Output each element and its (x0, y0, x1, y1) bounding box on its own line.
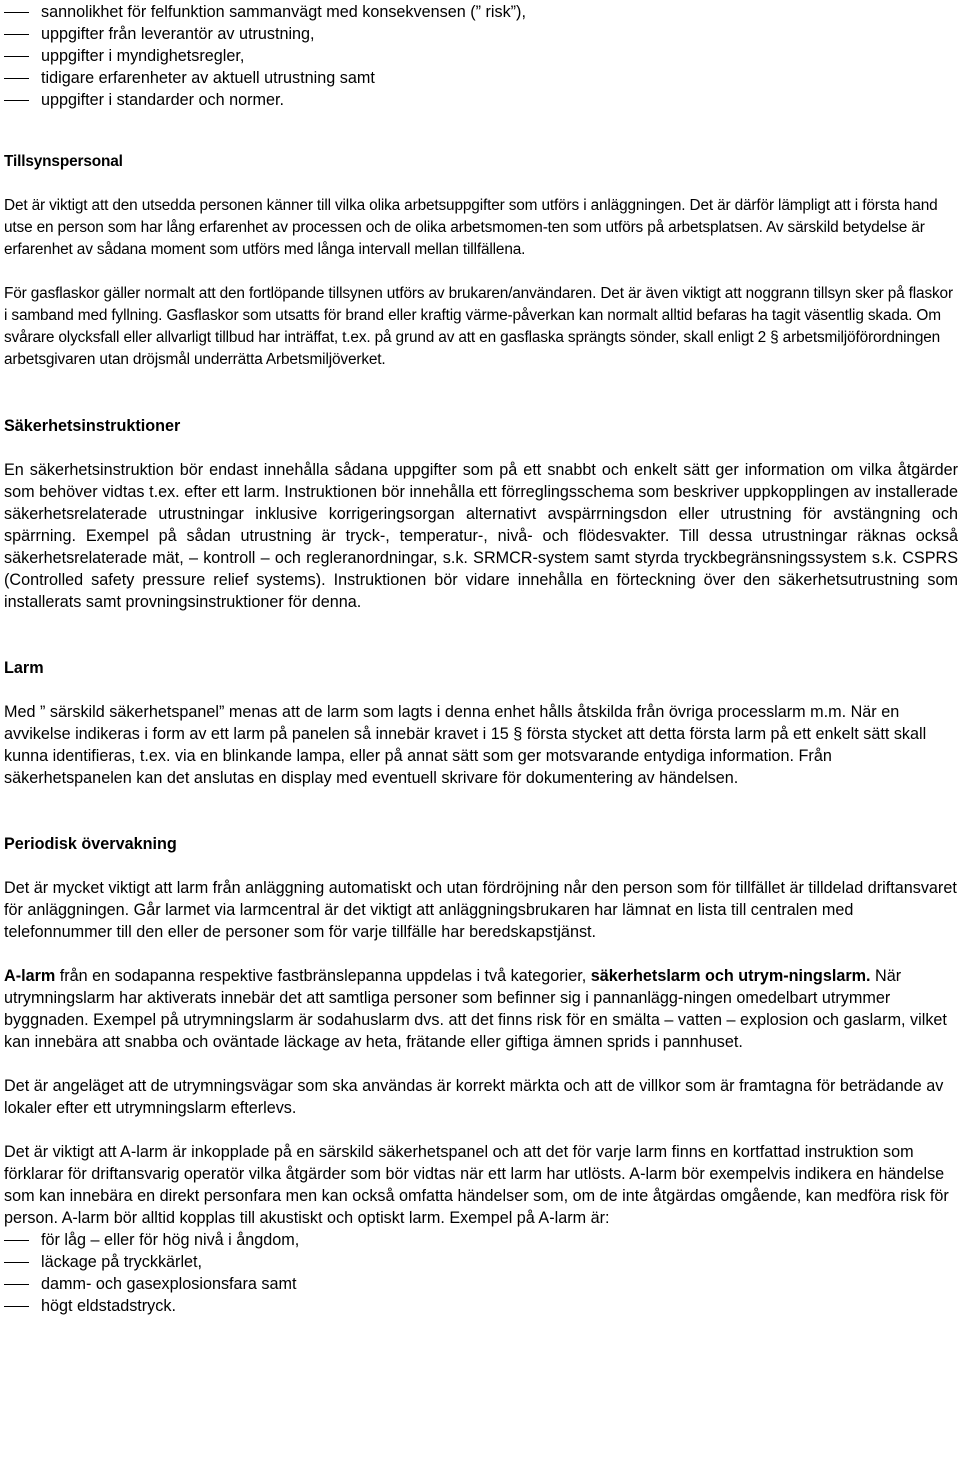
list-item: damm- och gasexplosionsfara samt (4, 1273, 958, 1295)
list-item: läckage på tryckkärlet, (4, 1251, 958, 1273)
periodisk-paragraph-1: Det är mycket viktigt att larm från anläggning automatiskt och utan fördröjning når den person som för tillfället är tilldelad driftansvaret för anläggningen. Går larmet via larmcentral är det viktigt att anläggningsbrukaren har lämnat en lista till centralen med telefonnummer till den eller de personer som för varje tillfälle har beredskapstjänst. (4, 879, 957, 941)
list-item: för låg – eller för hög nivå i ångdom, (4, 1229, 958, 1251)
section-heading-larm: Larm (4, 659, 44, 677)
section-heading-periodisk-overvakning: Periodisk övervakning (4, 835, 177, 853)
tillsyn-paragraph-2: För gasflaskor gäller normalt att den fortlöpande tillsynen utförs av brukaren/användaren. Det är även viktigt att noggrann tillsyn sker på flaskor i samband med fyllning. Gasflaskor som utsatts för brand eller kraftig värme-påverkan kan normalt alltid befaras ha tagit väsentlig skada. Om svårare olycksfall eller allvarligt tillbud har inträffat, t.ex. på grund av att en gasflaska sprängts sönder, skall enligt 2 § arbetsmiljöförordningen arbetsgivaren utan dröjsmål underrätta Arbetsmiljöverket. (4, 285, 953, 368)
larm-paragraph-1: Med ” särskild säkerhetspanel” menas att de larm som lagts i denna enhet hålls åtskilda från övriga processlarm m.m. När en avvikelse indikeras i form av ett larm på panelen så innebär kravet i 15 § första stycket att detta första larm på ett enkelt sätt skall kunna identifieras, t.ex. via en blinkande lampa, eller på annat sätt som ger motsvarande entydiga information. Från säkerhetspanelen kan det anslutas en display med eventuell skrivare för dokumentering av händelsen. (4, 703, 927, 787)
a-larm-examples-list (4, 1229, 958, 1317)
tillsyn-paragraph-1: Det är viktigt att den utsedda personen känner till vilka olika arbetsuppgifter som utförs i anläggningen. Det är därför lämpligt att i första hand utse en person som har lång erfarenhet av processen och de olika arbetsmomen-ten som utförs på arbetsplatsen. Av särskild betydelse är erfarenhet av sådana moment som utförs med långa intervall mellan tillfällena. (4, 197, 938, 258)
periodisk-paragraph-4: Det är viktigt att A-larm är inkopplade på en särskild säkerhetspanel och att det för varje larm finns en kortfattad instruktion som förklarar för driftansvarig operatör vilka åtgärder som bör vidtas när ett larm har utlösts. A-larm bör exempelvis indikera en händelse som kan innebära en direkt personfara men kan också omfatta händelser som, om de inte åtgärdas omgående, kan medföra risk för person. A-larm bör alltid kopplas till akustiskt och optiskt larm. Exempel på A-larm är: (4, 1143, 949, 1227)
list-item: uppgifter i myndighetsregler, (4, 45, 958, 67)
list-item: sannolikhet för felfunktion sammanvägt med konsekvensen (” risk”), (4, 1, 958, 23)
periodisk-paragraph-2 (4, 965, 958, 1053)
periodisk-paragraph-3: Det är angeläget att de utrymningsvägar som ska användas är korrekt märkta och att de villkor som är framtagna för beträdande av lokaler efter ett utrymningslarm efterlevs. (4, 1077, 944, 1117)
section-heading-tillsynspersonal: Tillsynspersonal (4, 153, 123, 170)
list-item: högt eldstadstryck. (4, 1295, 958, 1317)
alarm-categories-term: säkerhetslarm och utrym-ningslarm. (590, 967, 871, 985)
section-heading-sakerhetsinstruktioner: Säkerhetsinstruktioner (4, 417, 181, 435)
list-item: uppgifter från leverantör av utrustning, (4, 23, 958, 45)
periodisk-paragraph-2-text-b: När utrymningslarm har aktiverats innebär det att samtliga personer som befinner sig i pannanlägg-ningen omedelbart utrymmer byggnaden. Exempel på utrymningslarm är sodahuslarm dvs. att det finns risk för en smälta – vatten – explosion och gaslarm, vilket kan innebära att snabba och oväntade läckage av heta, frätande eller giftiga ämnen sprids i pannhuset. (4, 967, 947, 1051)
list-item: tidigare erfarenheter av aktuell utrustning samt (4, 67, 958, 89)
document-page (4, 0, 958, 1317)
sakerhet-paragraph-1: En säkerhetsinstruktion bör endast innehålla sådana uppgifter som på ett snabbt och enkelt sätt ger information om vilka åtgärder som behöver vidtas t.ex. efter ett larm. Instruktionen bör innehålla ett förreglingsschema som beskriver uppkopplingen av installerade säkerhetsrelaterade utrustningar inklusive korrigeringsorgan alternativt avspärrningsdon eller utrustning för avstängning och spärrning. Exempel på sådan utrustning är tryck-, temperatur-, nivå- och flödesvakter. Till dessa utrustningar räknas också säkerhetsrelaterade mät, – kontroll – och regleranordningar, s.k. SRMCR-system samt styrda tryckbegränsningssystem s.k. CSPRS (Controlled safety pressure relief systems). Instruktionen bör vidare innehålla en förteckning över den säkerhetsutrustning som installerats samt provningsinstruktioner för denna. (4, 461, 958, 611)
requirements-list (4, 1, 958, 111)
list-item: uppgifter i standarder och normer. (4, 89, 958, 111)
periodisk-paragraph-2-text-a: från en sodapanna respektive fastbränslepanna uppdelas i två kategorier, (55, 967, 591, 985)
a-larm-term: A-larm (4, 967, 56, 985)
